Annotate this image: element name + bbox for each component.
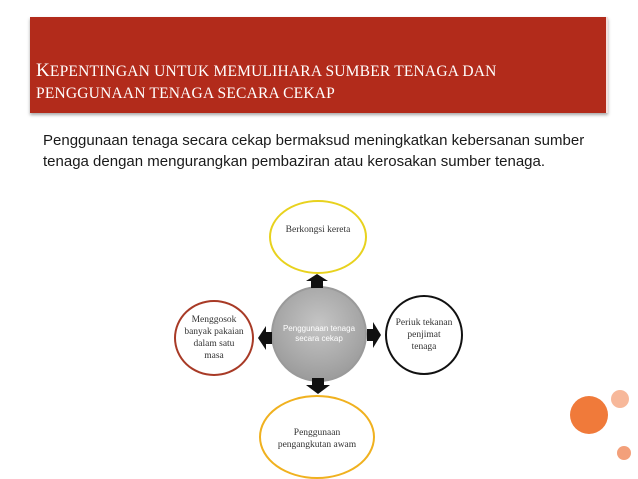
node-right-label: Periuk tekanan penjimat tenaga <box>395 318 453 352</box>
node-bottom-label: Penggunaan pengangkutan awam <box>277 428 357 450</box>
node-left <box>174 300 254 376</box>
node-center <box>271 286 367 382</box>
arrow-right-icon <box>367 322 381 348</box>
decorative-circle-small <box>611 390 629 408</box>
body-text: Penggunaan tenaga secara cekap bermaksud meningkatkan kebersanan sumber tenaga dengan mengurangkan pembaziran atau kerosakan sumber tenaga. <box>43 132 585 170</box>
title-bar <box>30 17 608 113</box>
title-initial: K <box>36 60 50 81</box>
node-top-label: Berkongsi kereta <box>285 225 351 235</box>
node-left-label: Menggosok banyak pakaian dalam satu masa <box>184 315 244 361</box>
node-center-label: Penggunaan tenaga secara cekap <box>282 324 356 343</box>
node-bottom <box>259 395 375 479</box>
decorative-circle-tiny <box>617 446 631 460</box>
arrow-down-icon <box>306 378 330 394</box>
arrow-up-icon <box>306 274 328 288</box>
arrow-left-icon <box>258 326 272 350</box>
node-top <box>269 200 367 274</box>
node-right <box>385 295 463 375</box>
title-bar-divider <box>606 17 608 113</box>
title-line2: PENGGUNAAN TENAGA SECARA CEKAP <box>36 85 335 102</box>
title-line1: EPENTINGAN UNTUK MEMULIHARA SUMBER TENAGA DAN <box>49 63 497 80</box>
decorative-circle-large <box>570 396 608 434</box>
slide-title <box>36 60 596 105</box>
